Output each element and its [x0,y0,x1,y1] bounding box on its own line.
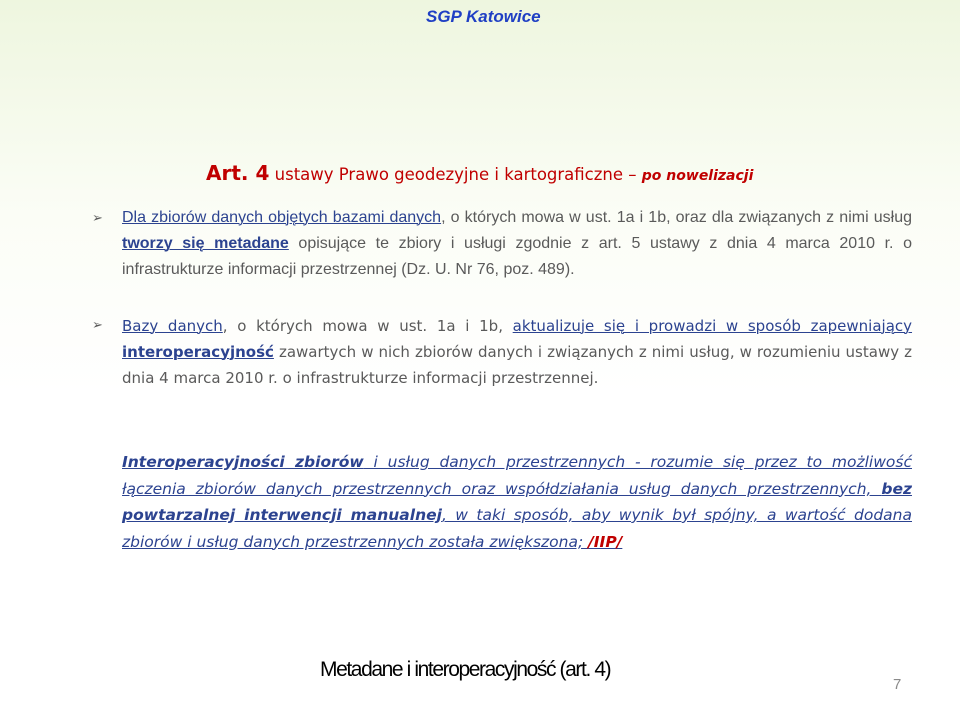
arrow-bullet-icon: ➢ [92,318,103,333]
bullet-databases-part2: zawartych w nich zbiorów danych i związanych z nimi usług, w rozumieniu ustawy z dnia 4 marca 2010 r. o infrastrukturze informacji przestrzennej. [122,343,912,387]
definition-strong: bez powtarzalnej interwencji manualnej [122,479,912,524]
definition-source: /IIP/ [588,532,623,551]
interoperability-definition [122,449,912,555]
footer-title: Metadane i interoperacyjność (art. 4) [320,658,611,681]
arrow-bullet-icon: ➢ [92,210,103,225]
bullet-metadata-key: tworzy się metadane [122,235,289,252]
bullet-databases-lead: Bazy danych [122,317,223,335]
bullet-metadata-part2: opisujące te zbiory i usługi zgodnie z art. 5 ustawy z dnia 4 marca 2010 r. o infrastrukturze informacji przestrzennej (Dz. U. Nr 76, poz. 489). [122,235,912,278]
bullet-databases-key1: aktualizuje się i prowadzi w sposób zapewniający [512,317,913,335]
slide-title [206,161,806,185]
page-number: 7 [893,676,902,693]
definition-part2: , w taki sposób, aby wynik był spójny, a wartość dodana zbiorów i usług danych przestrzennych została zwiększona; [122,506,912,551]
bullet-databases [92,313,912,391]
title-dash: – [623,165,642,184]
bullet-metadata-text [122,205,912,283]
definition-part1: i usług danych przestrzennych - rozumie się przez to możliwość łączenia zbiorów danych przestrzennych oraz współdziałania usług danych przestrzennych, [122,453,912,498]
bullet-databases-text [122,313,912,391]
title-subtitle: po nowelizacji [641,168,754,184]
bullet-databases-part1: , o których mowa w ust. 1a i 1b, [222,317,513,335]
bullet-metadata-part1: , o których mowa w ust. 1a i 1b, oraz dla związanych z nimi usług [441,209,912,226]
definition-term: Interoperacyjności zbiorów [122,453,364,471]
header-title: SGP Katowice [426,7,541,26]
bullet-metadata [92,205,912,283]
bullet-metadata-lead: Dla zbiorów danych objętych bazami danych [122,209,442,226]
title-article: Art. 4 [206,161,270,185]
bullet-databases-key2: interoperacyjność [122,343,274,361]
title-main: ustawy Prawo geodezyjne i kartograficzne [269,165,624,184]
